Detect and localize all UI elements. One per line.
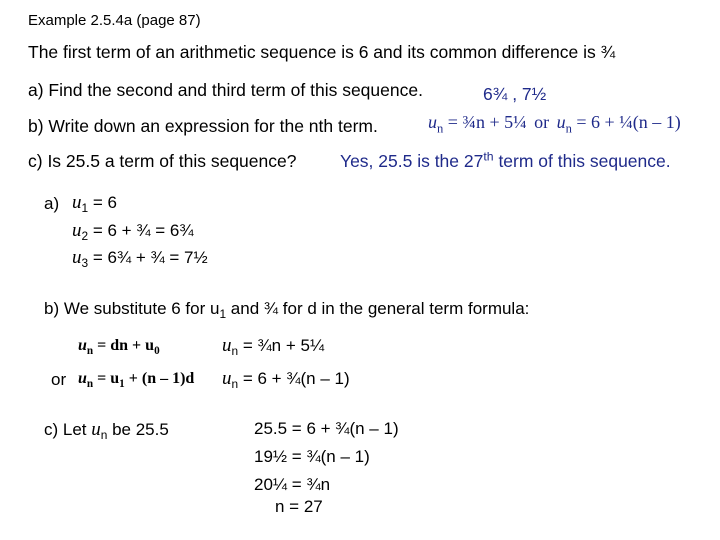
solution-b-intro xyxy=(44,299,530,322)
answer-a: 6¾ , 7½ xyxy=(483,84,547,104)
solution-c-label-sub-n: n xyxy=(100,428,108,443)
solution-a-rest1: = 6 xyxy=(88,193,117,212)
formula1-sub-n: n xyxy=(86,344,94,357)
answer-b-part2: = 6 + ¼(n – 1) xyxy=(571,112,681,132)
answer-c-pre: Yes, 25.5 is the 27 xyxy=(340,151,484,171)
solution-a-sub3: 3 xyxy=(81,256,89,271)
solution-a-rest3: = 6¾ + ¾ = 7½ xyxy=(88,248,208,267)
formula1-u: u xyxy=(78,337,87,354)
answer-b-or: or xyxy=(534,112,550,132)
answer-c-post: term of this sequence. xyxy=(493,151,671,171)
result-2 xyxy=(222,368,350,390)
solution-b-intro-pre: b) We substitute 6 for u xyxy=(44,299,220,318)
solution-c-label xyxy=(44,419,169,441)
question-b: b) Write down an expression for the nth term. xyxy=(28,116,378,136)
solution-a-u2: u xyxy=(72,220,82,241)
answer-b-part1: = ¾n + 5¼ xyxy=(443,112,527,132)
result1-body: = ¾n + 5¼ xyxy=(238,336,325,355)
formula2-sub-1: 1 xyxy=(119,377,125,390)
formula-general-2 xyxy=(78,370,194,388)
answer-c-sup: th xyxy=(483,149,494,164)
result-1 xyxy=(222,335,324,357)
answer-b-u: u xyxy=(428,112,437,132)
solution-b-intro-sub: 1 xyxy=(219,307,227,322)
solution-c-step-3: 20¼ = ¾n xyxy=(254,475,331,494)
result1-u: u xyxy=(222,335,232,356)
solution-b-intro-post: and ¾ for d in the general term formula: xyxy=(226,299,530,318)
solution-c-label-post: be 25.5 xyxy=(107,420,169,439)
answer-c xyxy=(340,151,671,172)
example-title: Example 2.5.4a (page 87) xyxy=(28,12,201,29)
formula-general-1 xyxy=(78,337,160,355)
solution-c-label-u: u xyxy=(91,419,101,440)
solution-a-sub2: 2 xyxy=(81,229,89,244)
result2-sub-n: n xyxy=(231,377,239,392)
question-c: c) Is 25.5 a term of this sequence? xyxy=(28,151,297,171)
result2-body: = 6 + ¾(n – 1) xyxy=(238,369,350,388)
formula2-sub-n: n xyxy=(86,377,94,390)
solution-c-step-4: n = 27 xyxy=(275,497,323,516)
solution-a-u1: u xyxy=(72,192,82,213)
solution-a-row-3 xyxy=(72,247,208,269)
solution-a-u3: u xyxy=(72,247,82,268)
solution-a-row-2 xyxy=(72,220,194,242)
answer-b-u2: u xyxy=(556,112,566,132)
solution-a-row-1 xyxy=(72,192,117,214)
question-a: a) Find the second and third term of this sequence. xyxy=(28,80,423,100)
solution-c-step-1: 25.5 = 6 + ¾(n – 1) xyxy=(254,419,399,438)
formula2-body: + (n – 1)d xyxy=(124,370,195,387)
problem-statement: The first term of an arithmetic sequence is 6 and its common difference is ¾ xyxy=(28,42,616,62)
solution-c-step-2: 19½ = ¾(n – 1) xyxy=(254,447,370,466)
solution-a-label: a) xyxy=(44,194,60,213)
answer-b xyxy=(428,112,681,136)
formula2-mid: = u xyxy=(93,370,120,387)
result2-u: u xyxy=(222,368,232,389)
formula1-body: = dn + u xyxy=(93,337,155,354)
solution-c-label-pre: c) Let xyxy=(44,420,92,439)
answer-b-sub-n: n xyxy=(437,121,444,136)
formula1-sub-0: 0 xyxy=(154,344,160,357)
formula2-u: u xyxy=(78,370,87,387)
answer-b-sub-n2: n xyxy=(565,121,572,136)
solution-a-rest2: = 6 + ¾ = 6¾ xyxy=(88,221,194,240)
solution-a-sub1: 1 xyxy=(81,201,89,216)
or-label: or xyxy=(51,370,67,389)
result1-sub-n: n xyxy=(231,344,239,359)
